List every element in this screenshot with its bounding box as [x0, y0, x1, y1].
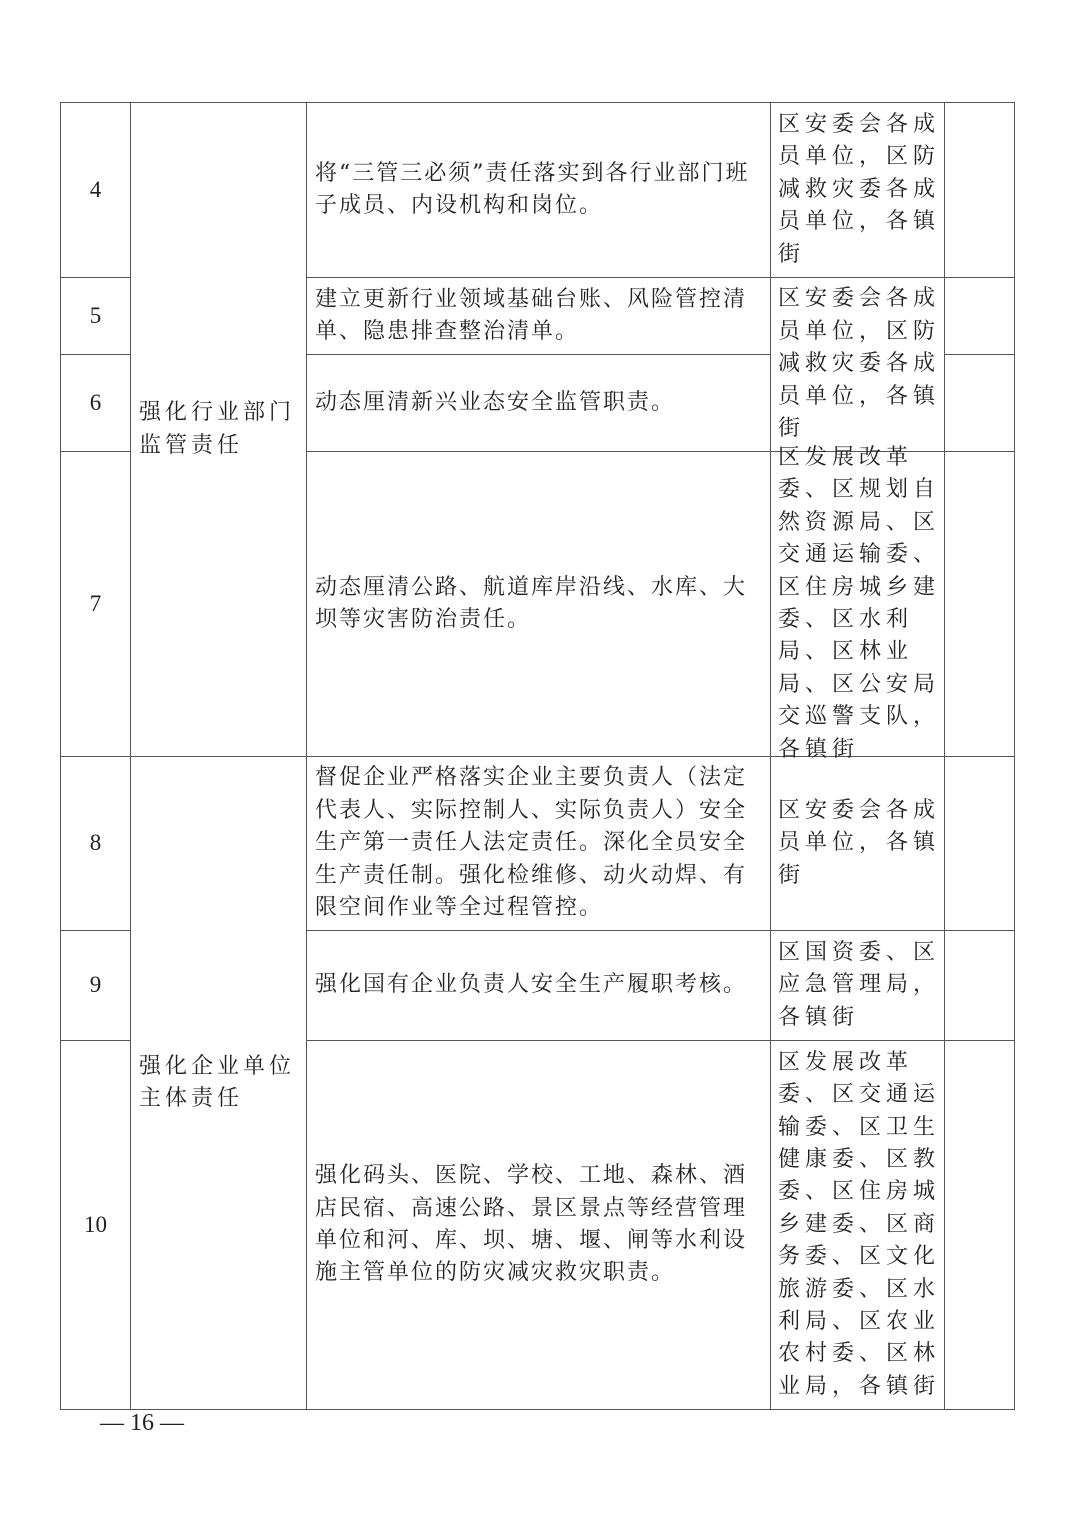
- responsible-units: 区安委会各成员单位，各镇街: [778, 797, 941, 888]
- task-description: 动态厘清新兴业态安全监管职责。: [315, 389, 676, 415]
- row-number: 10: [84, 1211, 107, 1237]
- task-description: 强化国有企业负责人安全生产履职考核。: [315, 972, 748, 998]
- row-number: 9: [89, 972, 102, 998]
- category-label: 强化企业单位主体责任: [139, 1053, 296, 1111]
- responsible-units: 区安委会各成员单位，区防减救灾委各成员单位，各镇街: [778, 111, 941, 267]
- row-number: 4: [89, 176, 102, 202]
- task-description: 将“三管三必须”责任落实到各行业部门班子成员、内设机构和岗位。: [315, 160, 750, 218]
- category-label: 强化行业部门监管责任: [139, 400, 296, 458]
- task-description: 督促企业严格落实企业主要负责人（法定代表人、实际控制人、实际负责人）安全生产第一责任人法定责任。深化全员安全生产责任制。强化检维修、动火动焊、有限空间作业等全过程管控。: [315, 765, 748, 921]
- row-number: 7: [89, 590, 102, 616]
- task-description: 动态厘清公路、航道库岸沿线、水库、大坝等灾害防治责任。: [315, 574, 748, 632]
- row-number: 6: [89, 389, 102, 415]
- row-number: 8: [89, 830, 102, 856]
- responsible-units: 区发展改革委、区交通运输委、区卫生健康委、区教委、区住房城乡建委、区商务委、区文化旅游委、区水利局、区农业农村委、区林业局，各镇街: [778, 1049, 941, 1399]
- responsible-units: 区发展改革委、区规划自然资源局、区交通运输委、区住房城乡建委、区水利局、区林业局、区公安局交巡警支队，各镇街: [778, 444, 941, 762]
- page-number: — 16 —: [100, 1410, 184, 1436]
- responsible-units: 区安委会各成员单位，区防减救灾委各成员单位，各镇街: [778, 286, 941, 442]
- row-number: 5: [89, 302, 102, 328]
- responsible-units: 区国资委、区应急管理局，各镇街: [778, 939, 941, 1030]
- task-description: 强化码头、医院、学校、工地、森林、酒店民宿、高速公路、景区景点等经营管理单位和河、库、坝、塘、堰、闸等水利设施主管单位的防灾减灾救灾职责。: [315, 1163, 748, 1286]
- task-description: 建立更新行业领域基础台账、风险管控清单、隐患排查整治清单。: [315, 286, 748, 344]
